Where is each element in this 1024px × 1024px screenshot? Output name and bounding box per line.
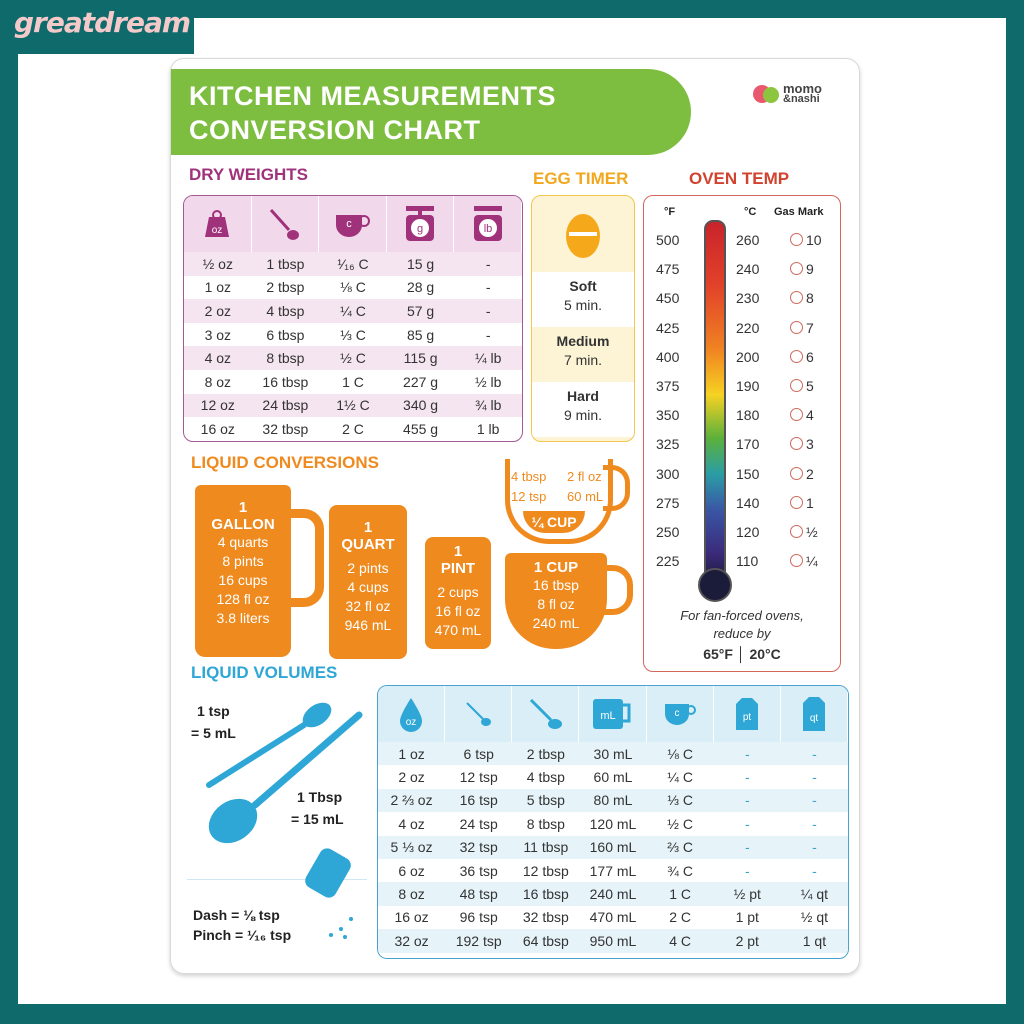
table-cell: ¼ lb [474, 350, 502, 367]
quarter-cup-handle [603, 465, 630, 511]
table-cell: 2 C [342, 420, 364, 437]
flame-icon [790, 437, 803, 450]
fan-note-line2: reduce by [713, 626, 771, 641]
oven-temp-row [644, 436, 840, 456]
table-row [378, 929, 848, 952]
table-cell: - [812, 745, 817, 762]
temp-c: 220 [736, 319, 760, 336]
gas-mark-header: Gas Mark [774, 206, 824, 218]
liquid-conversions-title: LIQUID CONVERSIONS [191, 453, 379, 472]
table-cell: - [744, 839, 750, 856]
table-cell: 8 oz [204, 373, 232, 390]
table-row [184, 394, 522, 418]
pear-icon [763, 87, 779, 103]
table-cell: 115 g [403, 350, 438, 367]
quarter-cup-label: ¼ CUP [523, 511, 585, 533]
table-cell: 950 mL [589, 932, 637, 949]
flame-icon [790, 467, 803, 480]
temp-f: 450 [656, 290, 680, 307]
table-row [378, 789, 848, 812]
oven-temp-row [644, 261, 840, 281]
tablespoon-icon [512, 686, 579, 742]
table-cell: - [744, 769, 750, 786]
pinch-value: = ¹⁄₁₆ tsp [235, 927, 292, 943]
gas-mark [790, 407, 814, 423]
svg-text:c: c [346, 218, 353, 230]
temp-c: 110 [736, 553, 759, 570]
scale-icon [387, 196, 455, 252]
gas-mark [790, 466, 814, 482]
table-cell: 2 C [669, 909, 692, 926]
gas-mark-value: 10 [806, 232, 822, 248]
table-cell: 5 tbsp [526, 792, 565, 809]
temp-c: 120 [736, 524, 760, 540]
table-row [378, 859, 848, 882]
svg-text:oz: oz [212, 225, 223, 236]
table-cell: ⅔ C [667, 839, 693, 856]
cup-icon [319, 196, 387, 252]
table-cell: 16 oz [394, 909, 429, 926]
svg-text:g: g [417, 223, 424, 235]
table-row [378, 882, 848, 905]
table-cell: 30 mL [593, 745, 633, 762]
table-cell: - [744, 745, 750, 762]
table-cell: - [485, 326, 491, 343]
quarter-cup-b: 2 fl oz [567, 469, 602, 484]
table-cell: 36 tsp [459, 862, 498, 879]
temp-f: 400 [656, 348, 680, 365]
one-cup: 1 CUP 16 tbsp 8 fl oz 240 mL [505, 553, 607, 649]
table-cell: 8 oz [398, 886, 425, 903]
temp-f: 225 [656, 553, 680, 570]
table-cell: - [744, 815, 750, 832]
gas-mark-value: ½ [806, 524, 818, 540]
svg-text:mL: mL [600, 710, 617, 722]
flame-icon [790, 233, 803, 246]
celsius-header: °C [744, 206, 757, 218]
table-cell: ¼ C [667, 769, 693, 786]
temp-c: 230 [736, 290, 760, 307]
table-cell: 2 tbsp [266, 279, 305, 296]
gas-mark [790, 553, 818, 569]
table-cell: ½ C [340, 350, 366, 367]
table-cell: 3 oz [204, 326, 232, 343]
table-cell: ½ C [667, 815, 693, 832]
table-row [378, 765, 848, 788]
watermark: greatdream [0, 0, 194, 54]
oven-temp-row [644, 320, 840, 340]
table-cell: 32 tbsp [522, 909, 569, 926]
table-row [378, 742, 848, 765]
gas-mark-value: 2 [806, 465, 814, 482]
gas-mark-value: 5 [806, 378, 814, 394]
table-cell: - [812, 839, 817, 856]
table-row [378, 836, 848, 859]
gas-mark-value: 9 [806, 261, 814, 278]
brand-logo [749, 71, 839, 111]
svg-text:c: c [674, 708, 680, 719]
table-cell: - [812, 862, 817, 879]
table-cell: 16 tbsp [522, 886, 569, 903]
egg-soft: Soft 5 min. [532, 272, 634, 327]
oven-temp-row [644, 290, 840, 310]
chart-card [170, 58, 860, 974]
cup-icon [647, 686, 714, 742]
table-cell: ⅛ C [667, 745, 693, 762]
gas-mark [790, 290, 814, 306]
table-row [378, 812, 848, 835]
table-cell: 32 tbsp [262, 420, 309, 437]
flame-icon [790, 291, 803, 304]
dry-weights-header [184, 196, 522, 252]
table-cell: 48 tsp [459, 886, 498, 903]
table-cell: 6 tbsp [266, 326, 305, 343]
weight-icon [184, 196, 252, 252]
drop-icon [378, 686, 445, 742]
table-row [184, 417, 522, 441]
tsp-value: = 5 mL [191, 725, 236, 741]
dry-weights-table [183, 195, 523, 442]
flame-icon [790, 408, 803, 421]
table-cell: 32 oz [394, 932, 429, 949]
page-title-line2: CONVERSION CHART [189, 115, 481, 145]
teaspoon-icon [445, 686, 512, 742]
table-cell: 12 tbsp [522, 862, 569, 879]
gas-mark-value: 7 [806, 319, 814, 336]
liquid-volumes-body [378, 742, 848, 953]
table-cell: - [485, 255, 491, 272]
table-cell: 16 tbsp [262, 373, 309, 390]
egg-timer-panel [531, 195, 635, 442]
table-cell: - [485, 279, 491, 296]
egg-medium: Medium 7 min. [556, 333, 610, 368]
table-cell: 120 mL [589, 815, 637, 832]
temp-f: 375 [656, 378, 680, 394]
egg-timer-title: EGG TIMER [533, 169, 629, 188]
oven-temp-row [644, 553, 840, 573]
flame-icon [790, 496, 803, 509]
spoon-icon [252, 196, 320, 252]
table-cell: 2 oz [398, 769, 425, 786]
table-cell: 1 oz [398, 745, 425, 762]
table-cell: 24 tsp [459, 815, 498, 832]
quarter-cup-d: 60 mL [567, 489, 604, 504]
table-cell: 4 oz [204, 350, 232, 367]
table-row [378, 906, 848, 929]
page-title-line1: KITCHEN MEASUREMENTS [189, 81, 557, 111]
table-cell: 1 oz [204, 279, 232, 296]
gas-mark [790, 320, 814, 336]
table-cell: 1 pt [735, 909, 759, 926]
temp-c: 150 [736, 465, 760, 482]
table-cell: 16 oz [200, 420, 235, 437]
flame-icon [790, 350, 803, 363]
table-cell: - [812, 815, 817, 832]
pint-carton: 1 PINT 2 cups 16 fl oz 470 mL [425, 537, 491, 649]
table-cell: 470 mL [589, 909, 637, 926]
temp-f: 250 [656, 524, 680, 540]
temp-f: 325 [656, 436, 680, 453]
table-cell: 1 C [342, 373, 364, 390]
table-row [184, 370, 522, 394]
table-cell: 4 oz [398, 815, 425, 832]
gas-mark [790, 524, 818, 540]
table-cell: ½ pt [733, 886, 761, 903]
temp-c: 170 [736, 436, 760, 453]
temp-c: 260 [736, 232, 760, 248]
pinch-row [193, 927, 291, 943]
dash-value: = ⅛ tsp [231, 907, 280, 923]
flame-icon [790, 379, 803, 392]
egg-hard: Hard 9 min. [532, 382, 634, 437]
table-cell: ¾ C [667, 862, 693, 879]
svg-text:lb: lb [483, 223, 492, 235]
oven-temp-row [644, 466, 840, 486]
oven-temp-row [644, 524, 840, 544]
fahrenheit-header: °F [664, 206, 676, 218]
table-cell: ¾ lb [474, 397, 502, 414]
table-cell: 1 lb [476, 420, 500, 437]
table-cell: 340 g [403, 397, 439, 414]
gas-mark-value: 1 [806, 494, 814, 511]
table-cell: 177 mL [589, 862, 637, 879]
table-cell: 15 g [406, 255, 435, 272]
oven-temp-panel [643, 195, 841, 672]
dash-label: Dash [193, 907, 228, 923]
oven-temp-row [644, 378, 840, 398]
table-cell: 12 oz [200, 397, 235, 414]
temp-f: 475 [656, 261, 680, 278]
pint-icon [714, 686, 781, 742]
oven-temp-row [644, 232, 840, 252]
temp-c: 180 [736, 407, 760, 424]
quart-carton: 1 QUART 2 pints 4 cups 32 fl oz 946 mL [329, 505, 407, 659]
table-cell: 60 mL [593, 769, 633, 786]
table-cell: 160 mL [589, 839, 637, 856]
gas-mark-value: ¼ [806, 553, 818, 570]
table-cell: 1½ C [336, 397, 370, 414]
dry-weights-title: DRY WEIGHTS [189, 165, 309, 184]
header-banner [171, 69, 691, 155]
gas-mark-value: 8 [806, 290, 814, 307]
temp-c: 240 [736, 261, 760, 278]
gas-mark-value: 4 [806, 407, 814, 424]
flame-icon [790, 321, 803, 334]
table-row [184, 346, 522, 370]
table-row [184, 323, 522, 347]
measuring-cup-icon [579, 686, 646, 742]
temp-c: 140 [736, 494, 760, 511]
table-cell: 227 g [403, 373, 439, 390]
quarter-cup-c: 12 tsp [511, 489, 547, 504]
temp-f: 350 [656, 407, 680, 424]
table-cell: 24 tbsp [262, 397, 309, 414]
table-cell: 80 mL [593, 792, 633, 809]
gas-mark [790, 495, 814, 511]
fan-note-line1: For fan-forced ovens, [680, 608, 804, 623]
gallon-handle [289, 509, 324, 607]
table-cell: 12 tsp [459, 769, 498, 786]
table-cell: ⅓ C [340, 326, 366, 343]
temp-f: 275 [656, 494, 680, 511]
dash-row [193, 907, 280, 923]
temp-f: 300 [656, 465, 680, 482]
table-cell: 57 g [406, 302, 435, 319]
oven-temp-row [644, 349, 840, 369]
brand-name: momo [783, 81, 822, 96]
table-cell: ¼ qt [800, 886, 829, 903]
pound-scale-icon [454, 196, 522, 252]
table-cell: - [744, 792, 750, 809]
oven-temp-title: OVEN TEMP [689, 169, 790, 188]
fan-note-values: 65°F │ 20°C [703, 646, 781, 662]
table-cell: 16 tsp [459, 792, 498, 809]
table-cell: 64 tbsp [522, 932, 569, 949]
table-cell: - [485, 302, 491, 319]
table-cell: 28 g [406, 279, 435, 296]
table-cell: 5 ⅓ oz [390, 839, 433, 856]
table-cell: 4 C [669, 932, 692, 949]
oven-temp-row [644, 407, 840, 427]
table-cell: 6 oz [398, 862, 425, 879]
quarter-cup-a: 4 tbsp [511, 469, 547, 484]
gas-mark-value: 6 [806, 348, 814, 365]
tsp-label: 1 tsp [197, 703, 230, 719]
table-cell: ⅛ C [340, 279, 366, 296]
liquid-volumes-table [377, 685, 849, 959]
table-cell: 2 oz [204, 302, 232, 319]
table-cell: 240 mL [589, 886, 637, 903]
table-row [184, 252, 522, 276]
temp-f: 500 [656, 232, 680, 248]
table-cell: 4 tbsp [526, 769, 565, 786]
gas-mark [790, 349, 814, 365]
table-cell: 1 C [669, 886, 692, 903]
table-cell: 1 tbsp [266, 255, 305, 272]
oven-temp-row [644, 495, 840, 515]
salt-shaker-icon [301, 845, 371, 945]
flame-icon [790, 525, 803, 538]
table-cell: - [812, 792, 817, 809]
flame-icon [790, 554, 803, 567]
table-cell: - [812, 769, 817, 786]
table-cell: ½ lb [474, 373, 502, 390]
table-cell: ¹⁄₁₆ C [337, 255, 369, 272]
table-cell: 6 tsp [463, 745, 494, 762]
svg-text:pt: pt [742, 712, 751, 723]
table-cell: 8 tbsp [266, 350, 305, 367]
liquid-volumes-header [378, 686, 848, 742]
pinch-label: Pinch [193, 927, 232, 943]
table-cell: 192 tsp [455, 932, 502, 949]
egg-timer-icon [532, 196, 634, 272]
quart-icon [781, 686, 848, 742]
table-row [184, 299, 522, 323]
gas-mark [790, 378, 814, 394]
temp-c: 190 [736, 378, 760, 394]
table-cell: - [744, 862, 750, 879]
flame-icon [790, 262, 803, 275]
table-cell: ½ oz [202, 255, 233, 272]
table-cell: 1 qt [802, 932, 827, 949]
table-cell: 85 g [406, 326, 435, 343]
gas-mark [790, 436, 814, 452]
one-cup-handle [603, 565, 633, 615]
table-cell: 4 tbsp [266, 302, 305, 319]
table-cell: 11 tbsp [523, 839, 569, 856]
table-row [184, 276, 522, 300]
dry-weights-body [184, 252, 522, 441]
table-cell: ⅓ C [667, 792, 693, 809]
table-cell: ¼ C [340, 302, 366, 319]
temp-f: 425 [656, 319, 680, 336]
liquid-volumes-title: LIQUID VOLUMES [191, 663, 338, 682]
table-cell: 455 g [403, 420, 439, 437]
table-cell: 32 tsp [459, 839, 498, 856]
tbsp-label: 1 Tbsp [297, 789, 343, 805]
temp-c: 200 [736, 348, 760, 365]
svg-text:oz: oz [405, 717, 417, 728]
table-cell: 96 tsp [459, 909, 498, 926]
svg-text:qt: qt [809, 713, 819, 724]
table-cell: ½ qt [800, 909, 829, 926]
table-cell: 2 pt [735, 932, 759, 949]
table-cell: 2 ⅔ oz [390, 792, 433, 809]
table-cell: 8 tbsp [526, 815, 565, 832]
brand-subname: &nashi [783, 93, 820, 105]
gas-mark-value: 3 [806, 436, 814, 453]
gallon-jug: 1 GALLON 4 quarts 8 pints 16 cups 128 fl oz 3.8 liters [195, 485, 291, 657]
gas-mark [790, 232, 822, 248]
table-cell: 2 tbsp [526, 745, 565, 762]
tbsp-value: = 15 mL [291, 811, 344, 827]
gas-mark [790, 261, 814, 277]
